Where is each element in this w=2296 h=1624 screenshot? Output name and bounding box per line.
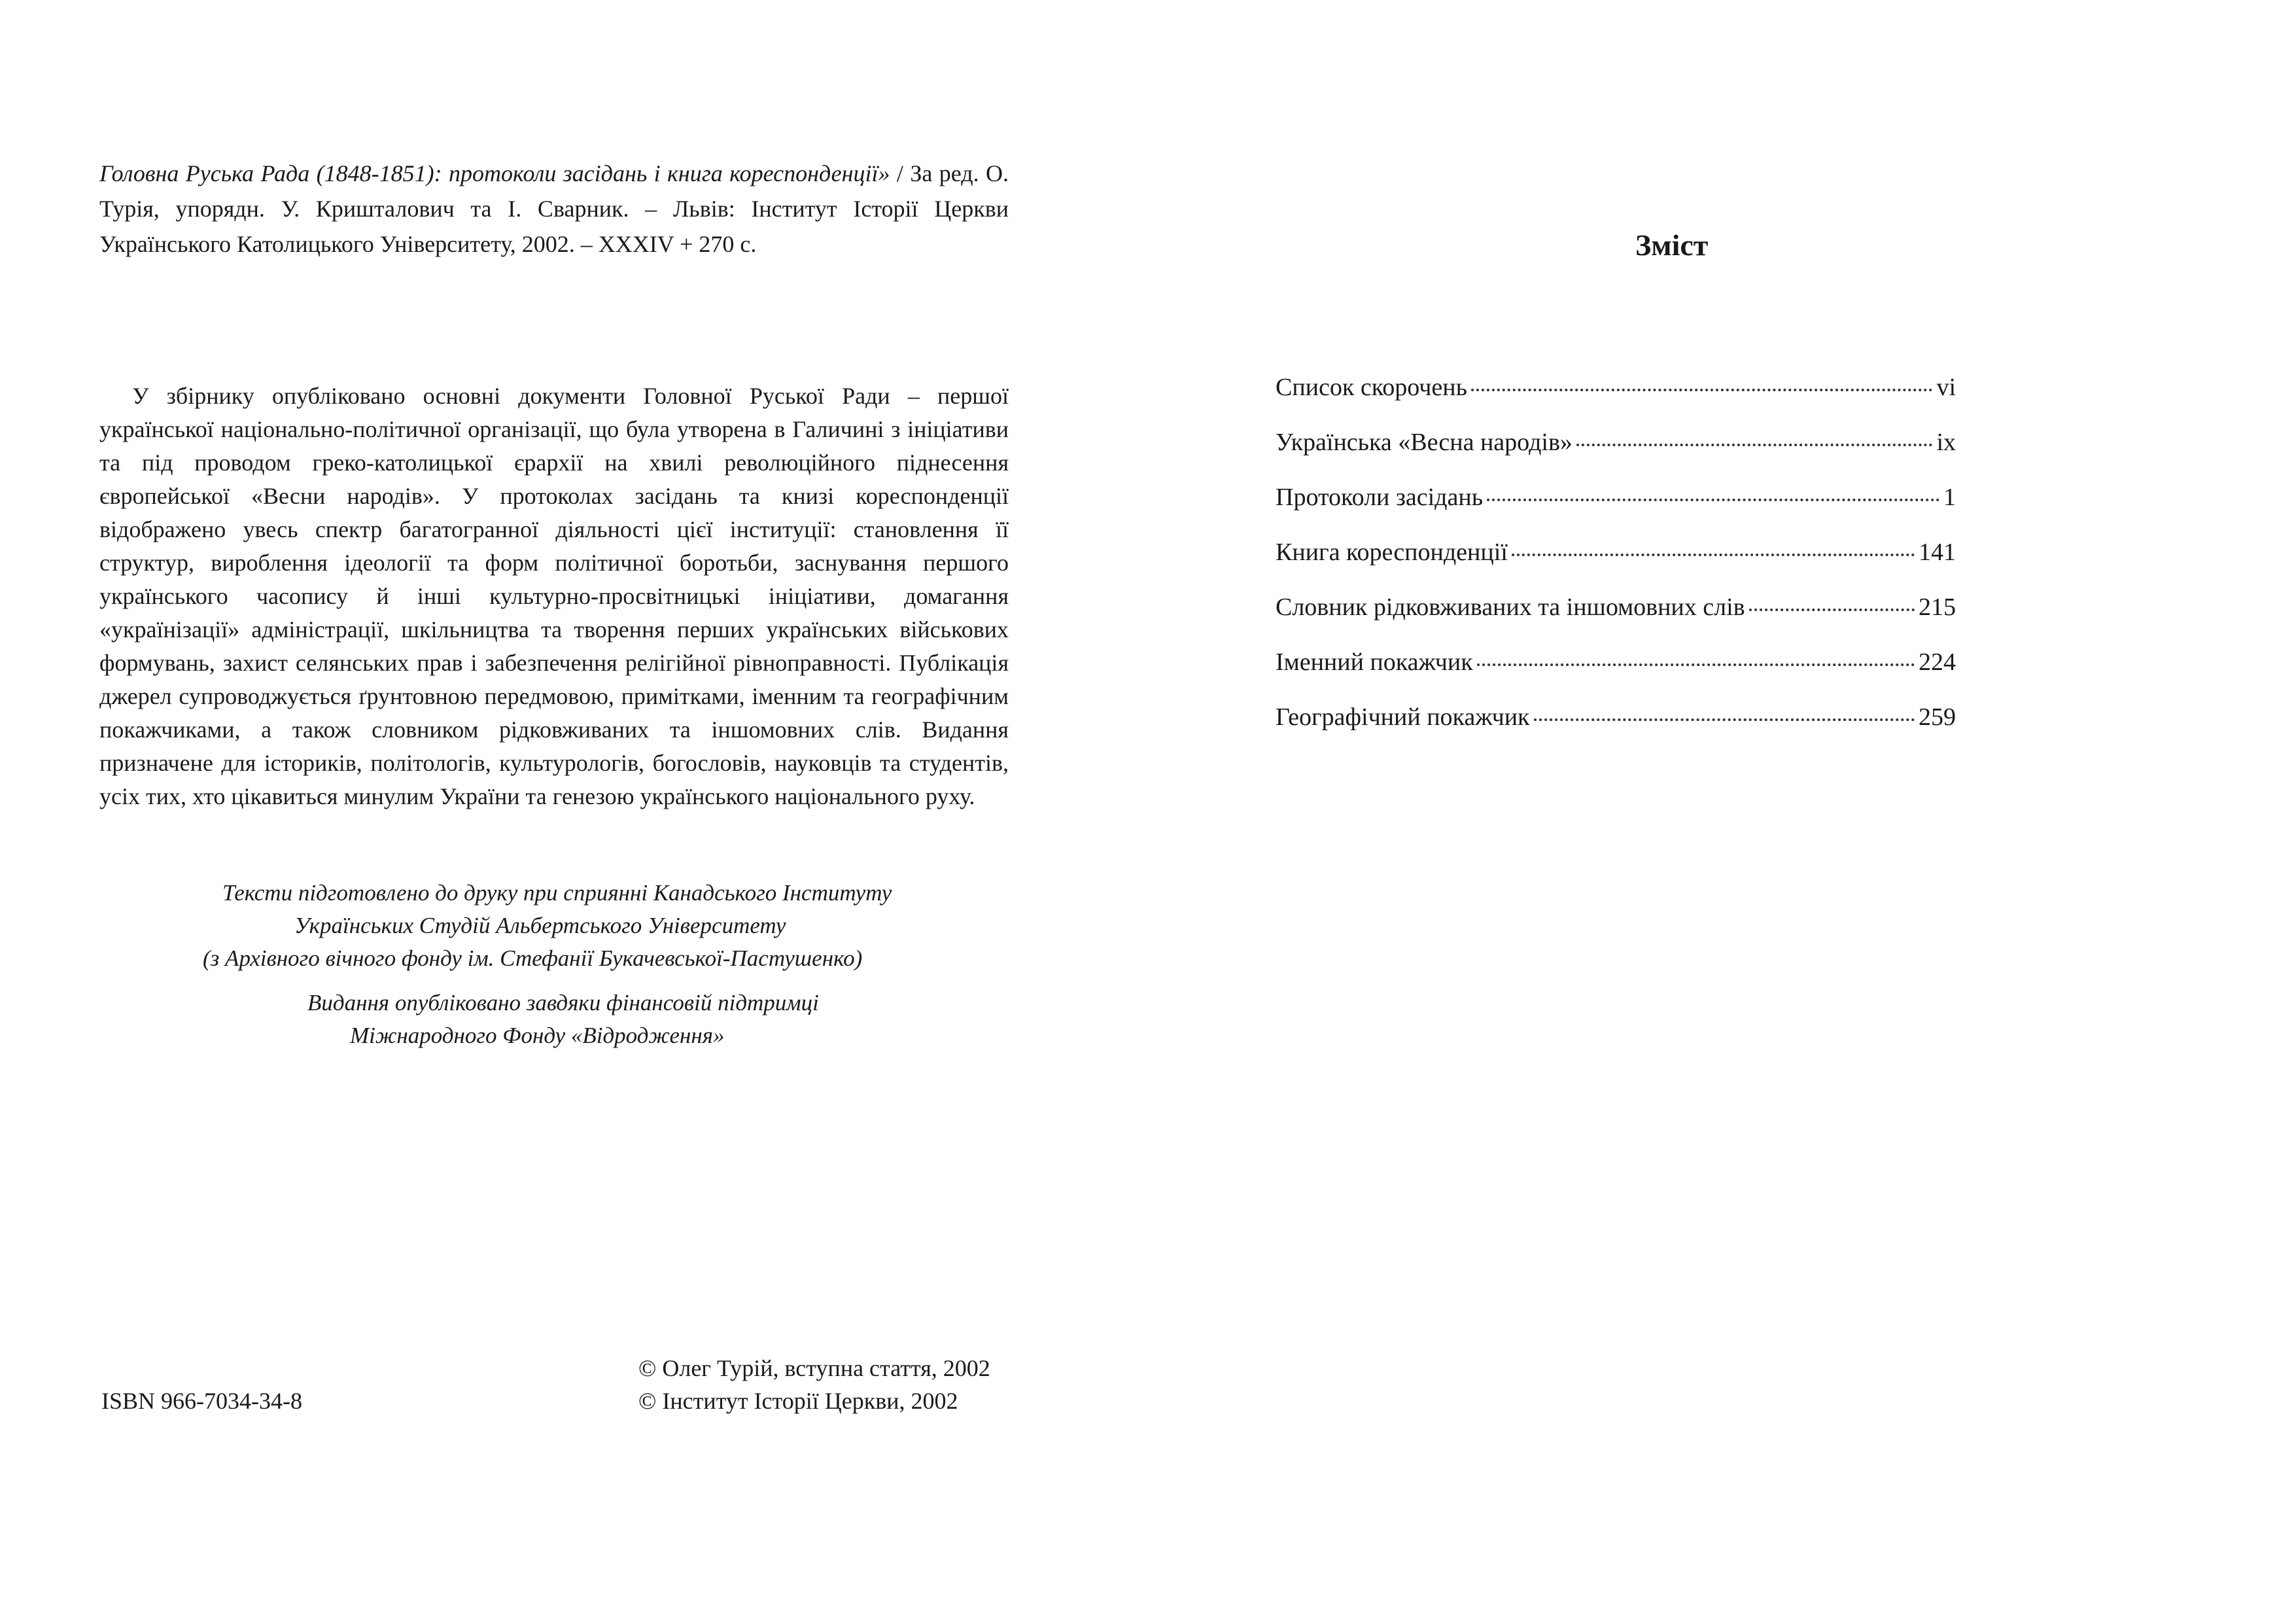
toc-entry[interactable]	[1276, 703, 1956, 758]
toc-entry[interactable]	[1276, 483, 1956, 538]
toc-entry-page: 1	[1943, 484, 1956, 511]
toc-entry-label: Книга кореспонденції	[1276, 538, 1508, 566]
toc-entry-page: 141	[1919, 538, 1956, 566]
credits-line: (з Архівного вічного фонду ім. Стефанії Букачевської-Пастушенко)	[203, 945, 863, 971]
copyright-block	[638, 1352, 990, 1417]
dot-leader	[1534, 718, 1915, 721]
toc-entry-label: Словник рідковживаних та іншомовних слів	[1276, 593, 1745, 621]
toc-entry[interactable]	[1276, 373, 1956, 428]
dot-leader	[1471, 389, 1933, 391]
bibliographic-citation	[99, 156, 1009, 262]
toc-entry-page: 215	[1919, 593, 1956, 621]
toc-entry-page: vi	[1936, 374, 1956, 401]
dot-leader	[1512, 554, 1915, 556]
credits-block	[164, 877, 981, 1052]
toc-entry-label: Протоколи засідань	[1276, 484, 1484, 511]
toc-entry-label: Іменний покажчик	[1276, 648, 1473, 676]
toc-entry-page: ix	[1936, 429, 1956, 456]
toc-entry-label: Українська «Весна народів»	[1276, 429, 1573, 456]
copyright-line: © Інститут Історії Церкви, 2002	[638, 1388, 958, 1414]
toc-title: Зміст	[1635, 228, 1709, 262]
toc-entry[interactable]	[1276, 593, 1956, 648]
credits-line: Тексти підготовлено до друку при сприянні Канадського Інституту	[222, 880, 892, 906]
funding-line: Видання опубліковано завдяки фінансовій підтримці	[307, 990, 819, 1015]
isbn: ISBN 966-7034-34-8	[101, 1388, 302, 1414]
credits-line: Українських Студій Альбертського Університету	[294, 913, 786, 938]
toc-entry-page: 259	[1919, 703, 1956, 731]
toc-entry-label: Список скорочень	[1276, 374, 1467, 401]
toc-entry[interactable]	[1276, 428, 1956, 483]
right-page	[1148, 0, 2296, 1624]
funding-line: Міжнародного Фонду «Відродження»	[350, 1023, 725, 1048]
toc-entry-label: Географічний покажчик	[1276, 703, 1530, 731]
annotation-paragraph: У збірнику опубліковано основні документи Головної Руської Ради – першої української національно-політичної організації, що була утворена в Галичині з ініціативи та під проводом греко-католицької єрархії на хвилі революційного піднесення європейської «Весни народів». У протоколах засідань та книзі кореспонденції відображено увесь спектр багатогранної діяльності цієї інституції: становлення її структур, вироблення ідеології та форм політичної боротьби, заснування першого українського часопису й інші культурно-просвітницькі ініціативи, домагання «українізації» адміністрації, шкільництва та творення перших українських військових формувань, захист селянських прав і забезпечення релігійної рівноправності. Публікація джерел супроводжується ґрунтовною передмовою, примітками, іменним та географічним покажчиками, а також словником рідковживаних та іншомовних слів. Видання призначене для істориків, політологів, культурологів, богословів, науковців та студентів, усіх тих, хто цікавиться минулим України та генезою українського національного руху.	[99, 383, 1009, 809]
dot-leader	[1477, 663, 1915, 666]
citation-details: / За ред. О. Турія, упорядн. У. Кришталович та І. Сварник. – Львів: Інститут Історії Церкви Українського Католицького Університету, 2002. – XXXIV + 270 с.	[99, 160, 1009, 257]
toc-entry[interactable]	[1276, 648, 1956, 703]
dot-leader	[1749, 609, 1915, 611]
dot-leader	[1487, 499, 1939, 501]
toc-entry-page: 224	[1919, 648, 1956, 676]
table-of-contents	[1276, 373, 1956, 758]
citation-title: Головна Руська Рада (1848-1851): протоколи засідань і книга кореспонденції»	[99, 160, 890, 186]
toc-entry[interactable]	[1276, 538, 1956, 593]
copyright-line: © Олег Турій, вступна стаття, 2002	[638, 1355, 990, 1381]
dot-leader	[1576, 444, 1933, 446]
